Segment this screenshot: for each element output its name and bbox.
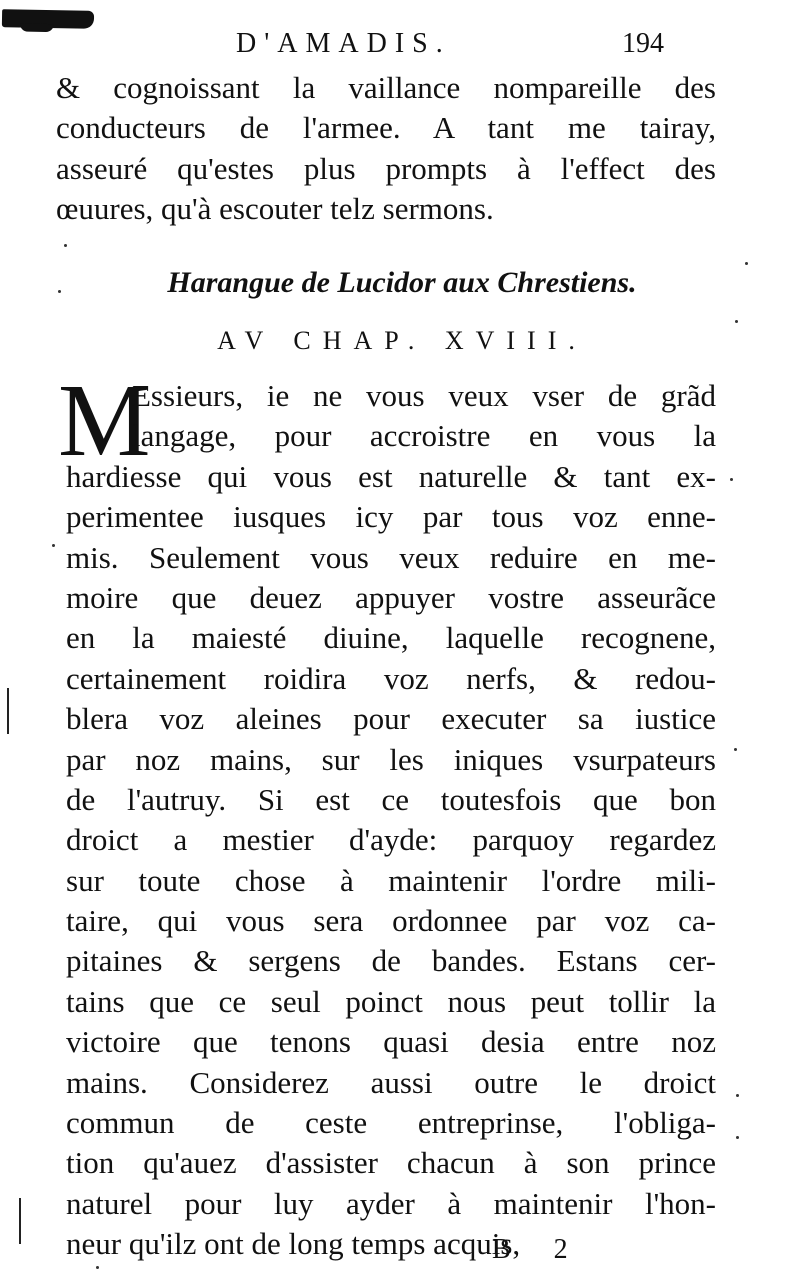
- text-line: commun de ceste entreprinse, l'obliga-: [66, 1105, 716, 1141]
- margin-rule: [7, 688, 9, 734]
- text-line: droict a mestier d'ayde: parquoy regardez: [66, 822, 716, 858]
- text-line: & cognoissant la vaillance nompareille des: [56, 70, 716, 105]
- text-line: victoire que tenons quasi desia entre noz: [66, 1024, 716, 1060]
- running-head: [0, 28, 804, 68]
- speck: [736, 1094, 739, 1097]
- text-line: certainement roidira voz nerfs, & redou-: [66, 660, 716, 696]
- text-line: neur qu'ilz ont de long temps acquis,: [66, 1226, 521, 1262]
- speck: [58, 290, 61, 293]
- text-line: mains. Considerez aussi outre le droict: [66, 1064, 716, 1100]
- text-line: conducteurs de l'armee. A tant me tairay,: [56, 110, 716, 146]
- speck: [64, 244, 67, 247]
- text-line: tion qu'auez d'assister chacun à son prince: [66, 1145, 716, 1181]
- ink-blot: [2, 9, 94, 29]
- text-line: naturel pour luy ayder à maintenir l'hon-: [66, 1185, 716, 1221]
- text-line: par noz mains, sur les iniques vsurpateurs: [66, 741, 716, 777]
- section-heading: Harangue de Lucidor aux Chrestiens.: [167, 266, 637, 299]
- page-number: 194: [622, 28, 664, 59]
- text-line: en la maiesté diuine, laquelle recognene,: [66, 620, 716, 656]
- chapter-heading: AV CHAP. XVIII.: [217, 326, 587, 355]
- drop-cap: M: [58, 363, 151, 478]
- text-line: langage, pour accroistre en vous la: [132, 418, 716, 454]
- text-line: hardiesse qui vous est naturelle & tant ex-: [66, 458, 716, 494]
- text-line: moire que deuez appuyer vostre asseurãce: [66, 579, 716, 615]
- text-line: perimentee iusques icy par tous voz enne-: [66, 499, 716, 535]
- speck: [745, 262, 748, 265]
- text-line: asseuré qu'estes plus prompts à l'effect des: [56, 150, 716, 186]
- speck: [52, 544, 55, 547]
- text-line: mis. Seulement vous veux reduire en me-: [66, 539, 716, 575]
- text-line: tains que ce seul poinct nous peut tollir la: [66, 983, 716, 1019]
- text-line: de l'autruy. Si est ce toutesfois que bon: [66, 781, 716, 817]
- paragraph-harangue: [66, 376, 716, 1265]
- running-title: D'AMADIS.: [236, 28, 451, 59]
- text-line: blera voz aleines pour executer sa iustice: [66, 701, 716, 737]
- text-line: taire, qui vous sera ordonnee par voz ca-: [66, 903, 716, 939]
- speck: [736, 1136, 739, 1139]
- text-line: sur toute chose à maintenir l'ordre mili-: [66, 862, 716, 898]
- speck: [735, 320, 738, 323]
- speck: [734, 748, 737, 751]
- text-line: Essieurs, ie ne vous veux vser de grãd: [132, 378, 716, 413]
- paragraph-closing: [56, 68, 716, 230]
- text-line: pitaines & sergens de bandes. Estans cer-: [66, 943, 716, 979]
- speck: [96, 1266, 99, 1269]
- text-line: œuures, qu'à escouter telz sermons.: [56, 191, 494, 227]
- signature-mark: B 2: [492, 1234, 586, 1265]
- speck: [730, 478, 733, 481]
- margin-rule: [19, 1198, 21, 1244]
